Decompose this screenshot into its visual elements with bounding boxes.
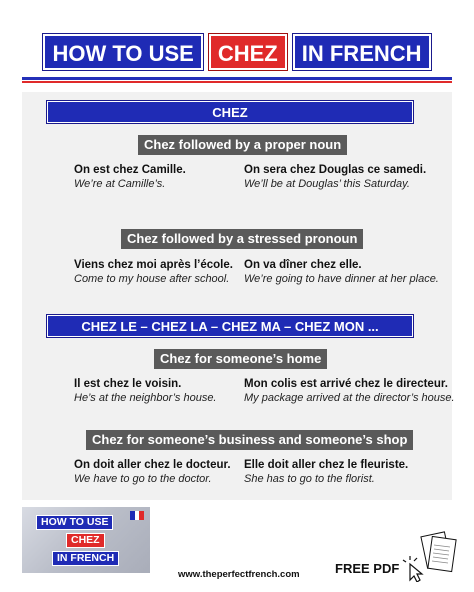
subheading-someones-home: Chez for someone’s home: [154, 349, 327, 369]
example-french: Viens chez moi après l’école.: [74, 259, 233, 271]
example-right: [244, 377, 455, 405]
example-french: On sera chez Douglas ce samedi.: [244, 164, 427, 176]
example-french: Il est chez le voisin.: [74, 378, 182, 390]
example-english: We’ll be at Douglas’ this Saturday.: [244, 178, 410, 190]
thumbnail-label-in-french: IN FRENCH: [52, 551, 119, 566]
title-part-chez: CHEZ: [209, 34, 287, 70]
example-french: On va dîner chez elle.: [244, 259, 362, 271]
example-english: She has to go to the florist.: [244, 473, 375, 485]
example-right: [244, 163, 444, 191]
example-english: My package arrived at the director’s house.: [244, 392, 455, 404]
title-part-how-to-use: HOW TO USE: [43, 34, 202, 70]
header-divider-blue: [22, 77, 452, 80]
example-french: Elle doit aller chez le fleuriste.: [244, 459, 409, 471]
video-thumbnail[interactable]: [22, 507, 150, 573]
subheading-proper-noun: Chez followed by a proper noun: [138, 135, 347, 155]
example-french: On doit aller chez le docteur.: [74, 459, 231, 471]
example-english: He’s at the neighbor’s house.: [74, 392, 217, 404]
thumbnail-label-chez: CHEZ: [66, 533, 105, 548]
example-english: Come to my house after school.: [74, 273, 230, 285]
section-band-chez-le-la: CHEZ LE – CHEZ LA – CHEZ MA – CHEZ MON ...: [47, 315, 413, 337]
example-right: [244, 258, 444, 286]
subheading-stressed-pronoun: Chez followed by a stressed pronoun: [121, 229, 363, 249]
header-divider-red: [22, 81, 452, 83]
page-title: [0, 34, 474, 70]
example-english: We have to go to the doctor.: [74, 473, 212, 485]
example-french: Mon colis est arrivé chez le directeur.: [244, 378, 448, 390]
subheading-business-shop: Chez for someone’s business and someone’s shop: [86, 430, 413, 450]
thumbnail-label-how-to-use: HOW TO USE: [36, 515, 113, 530]
example-english: We’re going to have dinner at her place.: [244, 273, 439, 285]
title-part-in-french: IN FRENCH: [293, 34, 431, 70]
example-right: [244, 458, 444, 486]
section-band-chez: CHEZ: [47, 101, 413, 123]
free-pdf-link[interactable]: FREE PDF: [335, 561, 400, 576]
example-french: On est chez Camille.: [74, 164, 186, 176]
pdf-documents-icon[interactable]: [396, 528, 460, 582]
website-link[interactable]: www.theperfectfrench.com: [178, 569, 300, 580]
example-english: We’re at Camille’s.: [74, 178, 166, 190]
french-flag-icon: [130, 511, 144, 520]
